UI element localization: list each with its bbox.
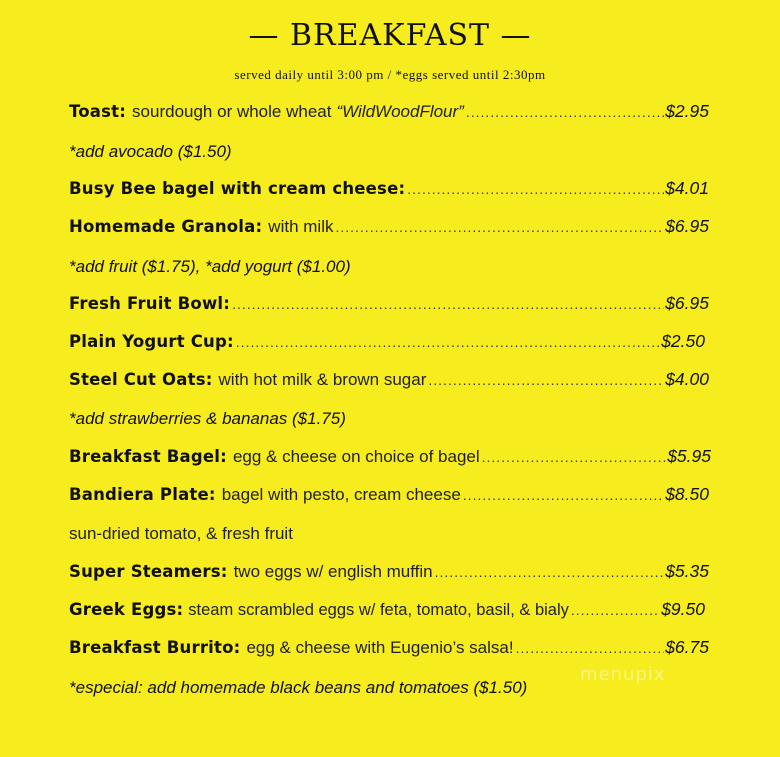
menu-subtitle: served daily until 3:00 pm / *eggs served until 2:30pm [234, 67, 546, 82]
note-add-strawberries-bananas: *add strawberries & bananas ($1.75) [69, 409, 346, 428]
item-name: Bandiera Plate: [69, 485, 216, 504]
leader-dots [335, 219, 664, 235]
item-name: Toast: [69, 102, 127, 121]
bandiera-plate-description-continued: sun-dried tomato, & fresh fruit [69, 524, 293, 543]
item-description: two eggs w/ english muffin [233, 562, 433, 581]
note-add-avocado: *add avocado ($1.50) [69, 142, 232, 161]
menu-item-toast [69, 101, 709, 125]
leader-dots [232, 296, 664, 312]
item-name: Steel Cut Oats: [69, 370, 213, 389]
note-add-fruit-yogurt: *add fruit ($1.75), *add yogurt ($1.00) [69, 257, 351, 276]
menu-title: — BREAKFAST — [248, 18, 532, 53]
item-name: Homemade Granola: [69, 217, 263, 236]
menu-item-bandiera-plate [69, 484, 709, 508]
menu-item-homemade-granola [69, 216, 709, 240]
item-price: $4.00 [665, 369, 709, 389]
item-price: $2.50 [661, 331, 705, 351]
item-name: Plain Yogurt Cup: [69, 332, 234, 351]
item-price: $9.50 [661, 599, 705, 619]
item-description: with hot milk & brown sugar [218, 370, 427, 389]
menu-item-fresh-fruit-bowl [69, 293, 709, 317]
menu-item-busy-bee-bagel [69, 178, 709, 202]
item-price: $8.50 [665, 484, 709, 504]
item-name: Fresh Fruit Bowl: [69, 294, 231, 313]
item-price: $5.35 [665, 561, 709, 581]
leader-dots [466, 104, 664, 120]
item-name: Breakfast Burrito: [69, 638, 241, 657]
leader-dots [516, 640, 665, 656]
leader-dots [236, 334, 660, 350]
item-name: Super Steamers: [69, 562, 228, 581]
item-description: with milk [268, 217, 334, 236]
leader-dots [482, 449, 667, 465]
item-description: sourdough or whole wheat [132, 102, 332, 121]
item-price: $4.01 [665, 178, 709, 198]
leader-dots [428, 372, 664, 388]
menu-item-steel-cut-oats [69, 369, 709, 393]
leader-dots [463, 487, 664, 503]
item-description: steam scrambled eggs w/ feta, tomato, basil, & bialy [188, 601, 569, 619]
leader-dots [407, 181, 664, 197]
item-name: Breakfast Bagel: [69, 447, 227, 466]
item-price: $5.95 [667, 446, 711, 466]
item-description: egg & cheese with Eugenio’s salsa! [246, 638, 514, 657]
leader-dots [435, 564, 665, 580]
leader-dots [571, 602, 660, 618]
item-price: $6.95 [665, 216, 709, 236]
menu-item-greek-eggs [69, 599, 705, 623]
watermark: menupix [580, 664, 666, 685]
item-description: bagel with pesto, cream cheese [221, 485, 461, 504]
item-price: $6.75 [665, 637, 709, 657]
menu-item-super-steamers [69, 561, 709, 585]
menu-item-plain-yogurt-cup [69, 331, 705, 355]
note-especial: *especial: add homemade black beans and tomatoes ($1.50) [69, 678, 528, 697]
menu-item-breakfast-burrito [69, 637, 709, 661]
item-price: $2.95 [665, 101, 709, 121]
item-price: $6.95 [665, 293, 709, 313]
menu-item-breakfast-bagel [69, 446, 711, 470]
item-description: egg & cheese on choice of bagel [232, 447, 480, 466]
item-description-brand: “WildWoodFlour” [336, 102, 464, 121]
item-name: Greek Eggs: [69, 600, 184, 619]
item-name: Busy Bee bagel with cream cheese: [69, 179, 406, 198]
